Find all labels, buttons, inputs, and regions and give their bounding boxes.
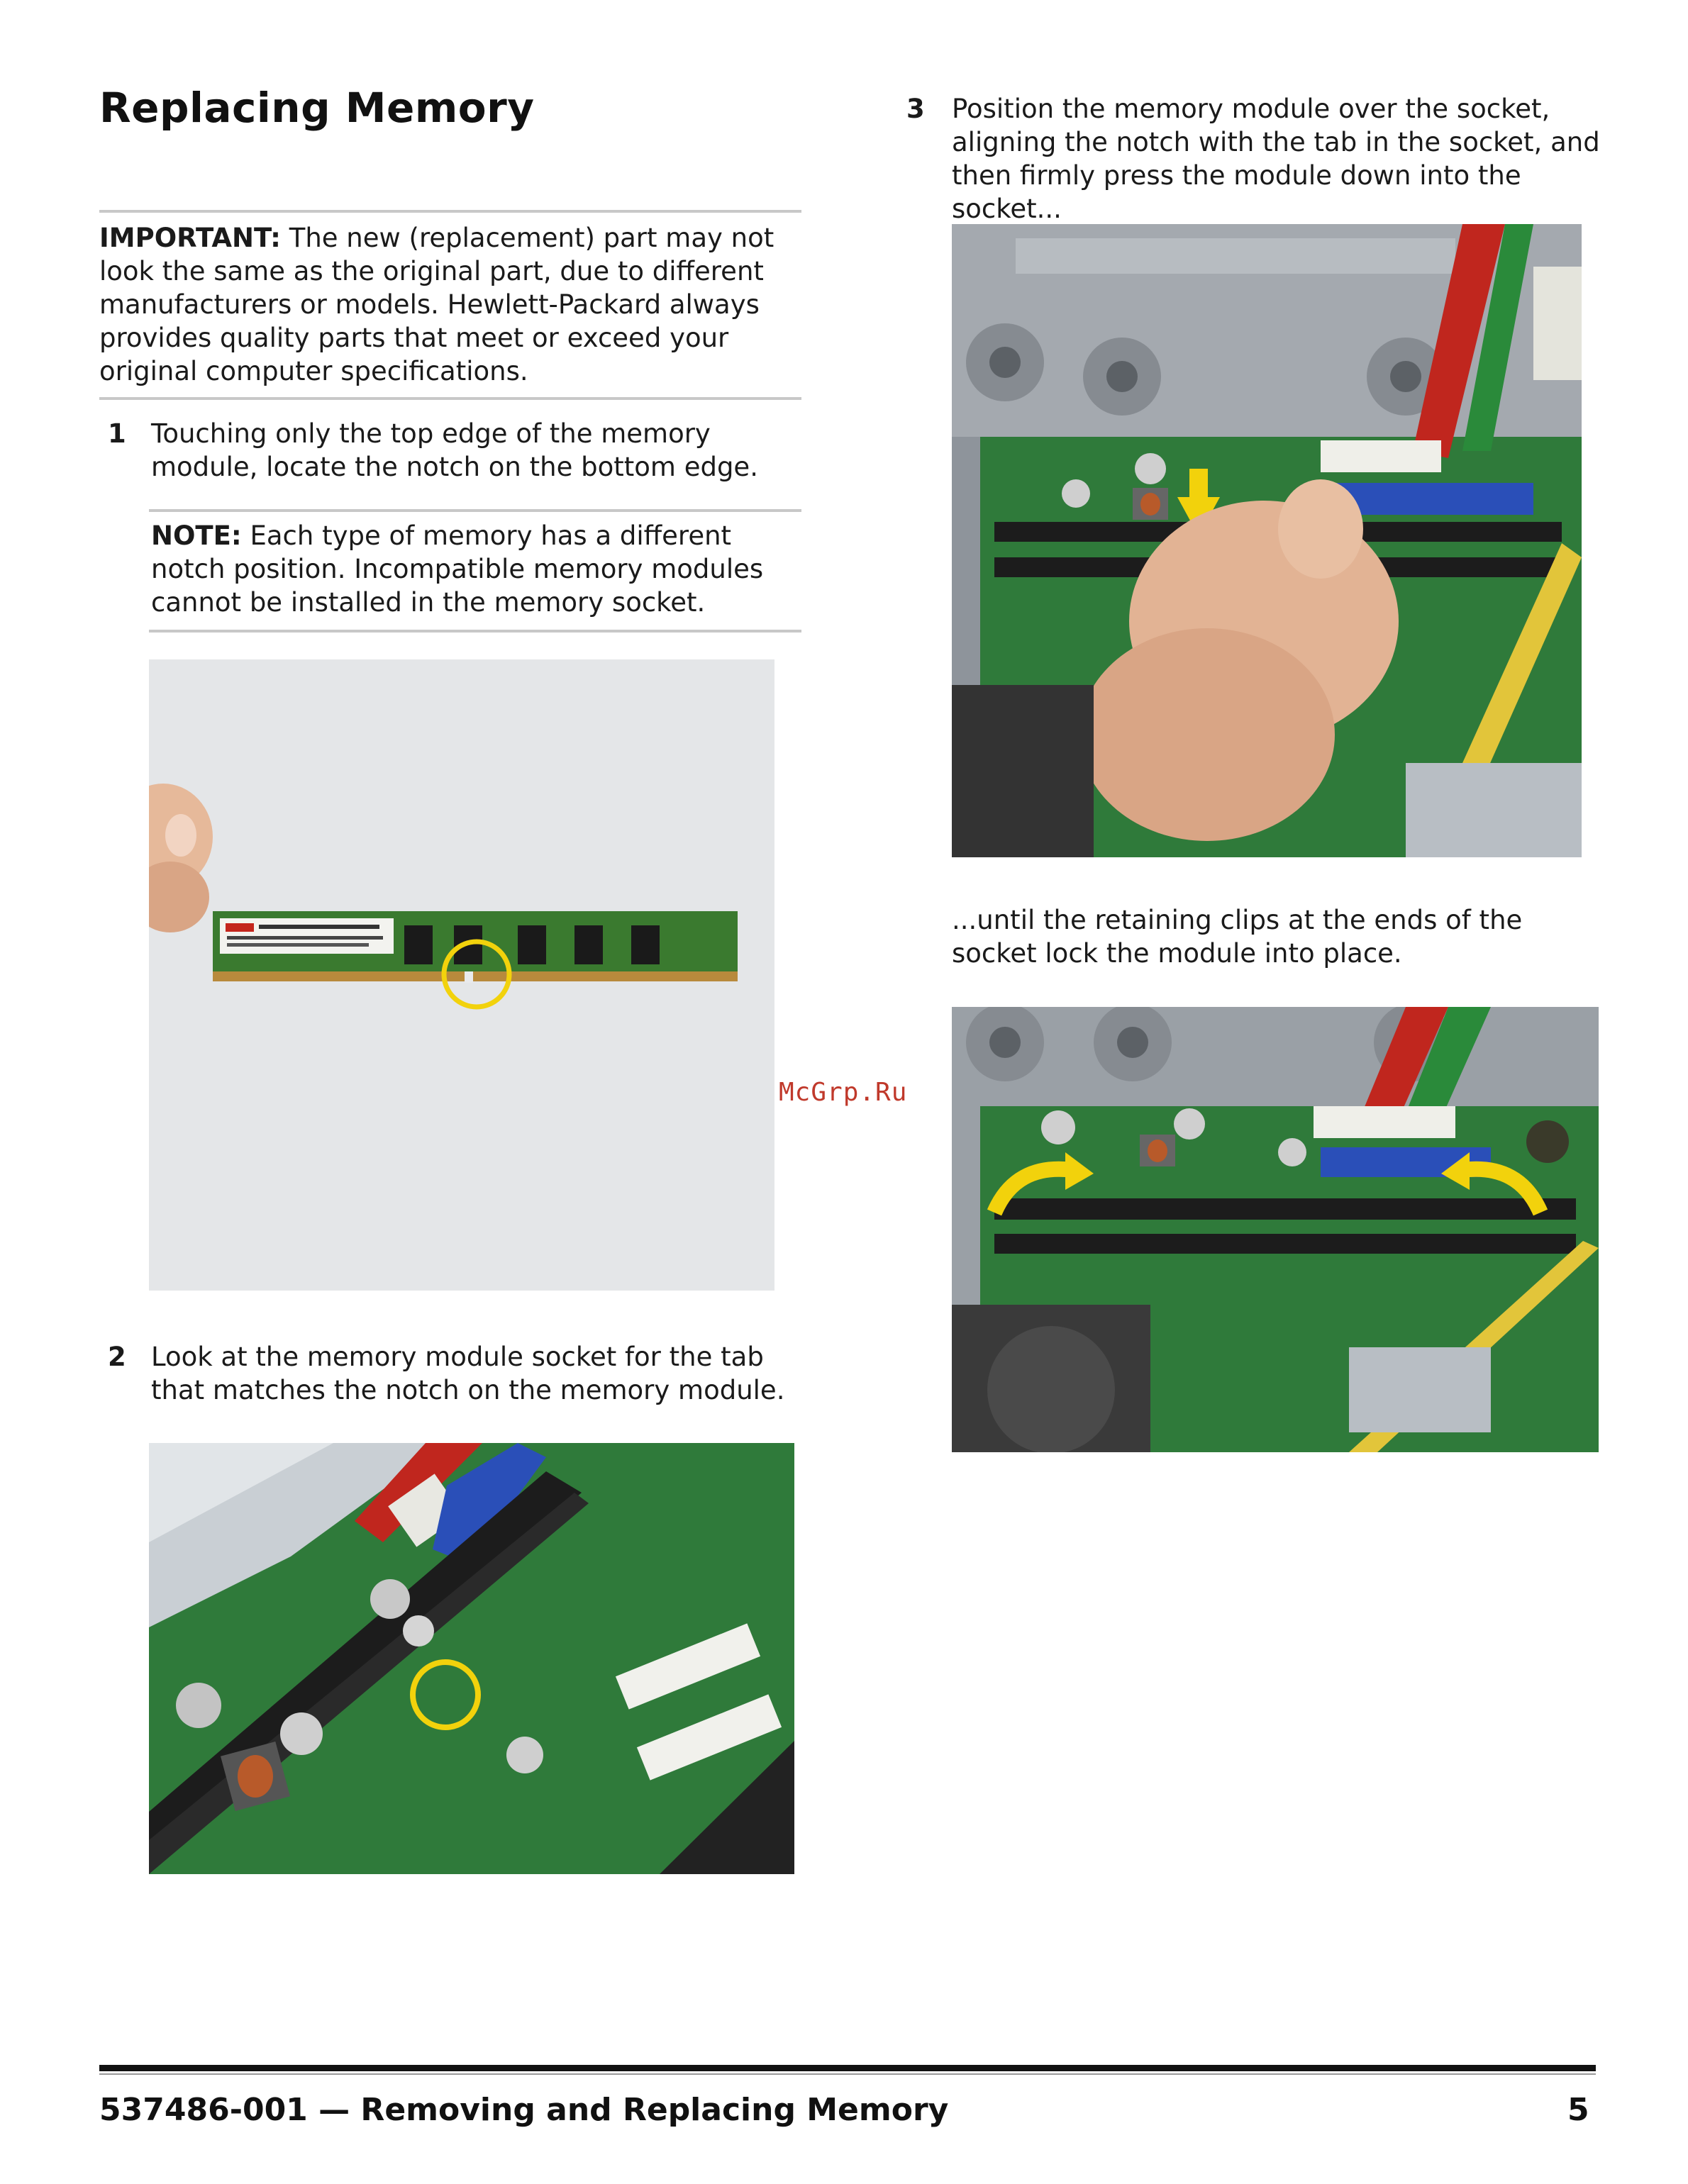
important-text: The new (replacement) part may not look the same as the original part, due to different manufacturers or models. Hewlett-Packard always provides quality parts that meet or exceed your original computer specifications. <box>99 223 774 386</box>
step-1-number: 1 <box>108 418 126 449</box>
memory-module-photo <box>149 659 774 1291</box>
watermark: McGrp.Ru <box>779 1078 908 1107</box>
continuation-text: ...until the retaining clips at the ends of the socket lock the module into place. <box>952 905 1523 969</box>
memory-socket-photo <box>149 1443 794 1874</box>
note-box <box>151 519 782 619</box>
step-1-text: Touching only the top edge of the memory module, locate the notch on the bottom edge. <box>151 418 758 482</box>
page-title: Replacing Memory <box>99 84 535 132</box>
footer-rule <box>99 2065 1596 2071</box>
note-label: NOTE: <box>151 520 242 551</box>
step-3-number: 3 <box>906 94 925 124</box>
step-2-text: Look at the memory module socket for the tab that matches the notch on the memory module. <box>151 1342 785 1405</box>
note-top-rule <box>149 509 801 512</box>
clips-locked-photo <box>952 1007 1599 1452</box>
important-bottom-rule <box>99 397 801 400</box>
footer-page-number: 5 <box>1567 2092 1589 2128</box>
footer-doc-title: 537486-001 — Removing and Replacing Memory <box>99 2092 949 2128</box>
note-text: Each type of memory has a different notch position. Incompatible memory modules cannot be installed in the memory socket. <box>151 520 764 618</box>
important-top-rule <box>99 210 801 213</box>
step-2-number: 2 <box>108 1342 126 1372</box>
press-module-photo <box>952 224 1582 857</box>
step-3-text: Position the memory module over the socket, aligning the notch with the tab in the socket, and then firmly press the module down into the socket... <box>952 94 1600 224</box>
note-bottom-rule <box>149 630 801 633</box>
important-label: IMPORTANT: <box>99 223 281 253</box>
footer-rule-thin <box>99 2073 1596 2075</box>
important-notice <box>99 221 794 388</box>
